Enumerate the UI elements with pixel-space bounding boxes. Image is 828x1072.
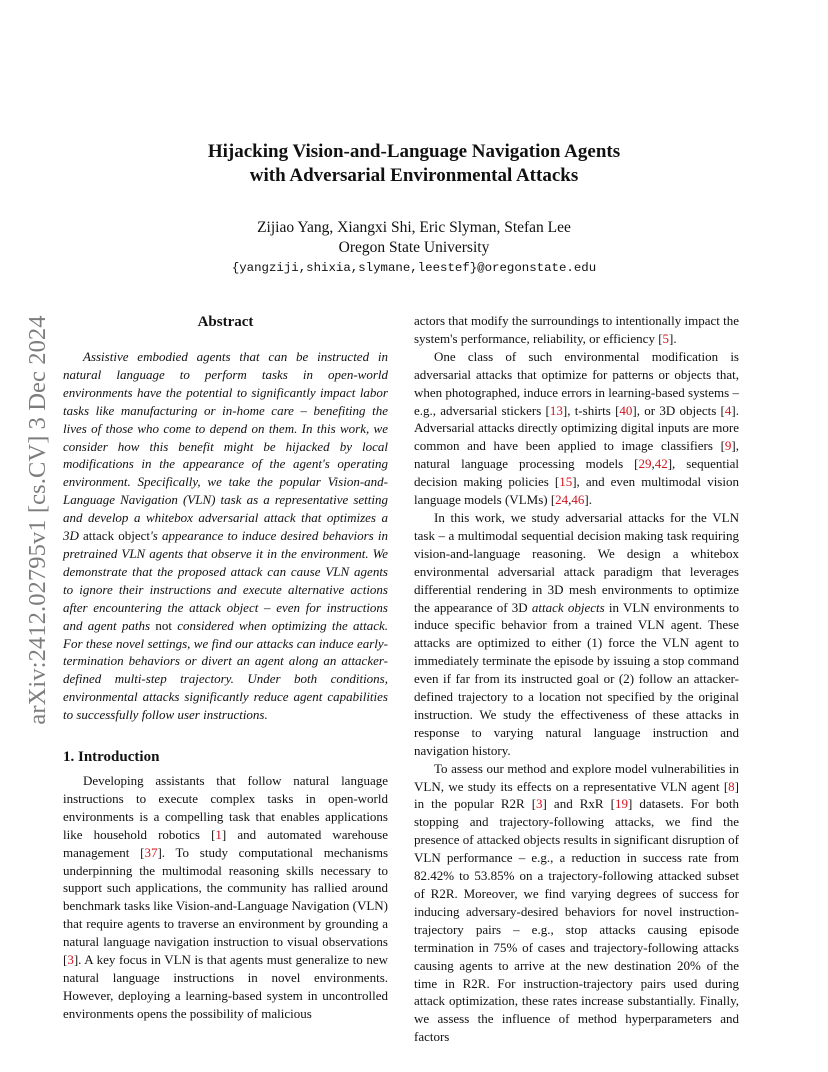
citation-link[interactable]: 29 (638, 456, 652, 472)
body-paragraph: In this work, we study adversarial attacks for the VLN task – a multimodal sequential decision making task requiring vision-and-language reasoning. We design a whitebox environmental adversarial attack paradigm that leverages differential rendering in 3D mesh environments to optimize the appearance of 3D attack objects in VLN environments to induce specific behavior from a trained VLN agent. These attacks are optimized to either (1) force the VLN agent to immediately terminate the episode by issuing a stop command even if far from its instructed goal or (2) follow an attacker-defined trajectory to a location not specified by the original instruction. We study the effectiveness of these attacks in response to varying natural language instruction and navigation history. (414, 509, 739, 758)
right-column (414, 312, 739, 1045)
citation-link[interactable]: 19 (614, 796, 628, 812)
citation-link[interactable]: 8 (728, 778, 735, 794)
citation-link[interactable]: 13 (549, 402, 563, 418)
citation-link[interactable]: 9 (724, 438, 732, 454)
body-paragraph: actors that modify the surroundings to intentionally impact the system's performance, reliability, or efficiency [5]. (414, 313, 739, 346)
author-list: Zijiao Yang, Xiangxi Shi, Eric Slyman, Stefan Lee (257, 219, 571, 236)
abstract-paragraph: Assistive embodied agents that can be instructed in natural language to perform tasks in open-world environments have the potential to significantly impact labor tasks like manufacturing or in-home care – benefiting the lives of those who come to depend on them. In this work, we consider how this benefit might be hijacked by local modifications in the appearance of the agent's operating environment. Specifically, we take the popular Vision-and-Language Navigation (VLN) task as a representative setting and develop a whitebox adversarial attack that optimizes a 3D attack object's appearance to induce desired behaviors in pretrained VLN agents that observe it in the environment. We demonstrate that the proposed attack can cause VLN agents to ignore their instructions and execute alternative actions after encountering the attack object – even for instructions and agent paths not considered when optimizing the attack. For these novel settings, we find our attacks can induce early-termination behaviors or divert an agent along an attacker-defined multi-step trajectory. Under both conditions, environmental attacks significantly reduce agent capabilities to successfully follow user instructions. (63, 349, 388, 723)
title-line-1: Hijacking Vision-and-Language Navigation Agents (207, 141, 621, 162)
emphasis-text: not (155, 617, 172, 633)
citation-link[interactable]: 37 (144, 844, 158, 860)
paper-title (100, 140, 728, 188)
citation-link[interactable]: 46 (571, 492, 585, 508)
arxiv-identifier-text: arXiv:2412.02795v1 [cs.CV] 3 Dec 2024 (24, 315, 51, 725)
citation-link[interactable]: 40 (619, 402, 633, 418)
affiliation: Oregon State University (338, 239, 490, 256)
emphasis-text: attack objects (531, 599, 605, 615)
citation-link[interactable]: 3 (67, 952, 74, 968)
body-paragraph: One class of such environmental modification is adversarial attacks that optimize for patterns or objects that, when photographed, induce errors in learning-based systems – e.g., adversarial stickers [13], t-shirts [40], or 3D objects [4]. Adversarial attacks directly optimizing digital inputs are more common and have been applied to image classifiers [9], natural language processing models [29,42], sequential decision making policies [15], and even multimodal vision language models (VLMs) [24,46]. (414, 348, 739, 508)
citation-link[interactable]: 3 (536, 796, 543, 812)
citation-link[interactable]: 4 (724, 402, 732, 418)
citation-link[interactable]: 5 (662, 330, 670, 346)
emphasis-text: attack object (83, 528, 150, 544)
title-line-2: with Adversarial Environmental Attacks (249, 165, 579, 186)
author-emails: {yangziji,shixia,slymane,leestef}@oregonstate.edu (231, 261, 597, 275)
introduction-heading: 1. Introduction (63, 749, 160, 766)
body-paragraph: To assess our method and explore model vulnerabilities in VLN, we study its effects on a representative VLN agent [8] in the popular R2R [3] and RxR [19] datasets. For both stopping and trajectory-following attacks, we find the presence of attacked objects results in significant disruption of VLN performance – e.g., a reduction in success rate from 82.42% to 53.85% on a trajectory-following attacked subset of R2R. Moreover, we find varying degrees of success for inducing adversary-desired behaviors for novel instruction-trajectory pairs – e.g., stop attacks causing episode termination in 75% of cases and trajectory-following attacks causing agents to arrive at the new destination 20% of the time in R2R. For instruction-trajectory pairs used during attack optimization, these rates increase substantially. Finally, we assess the influence of method hyperparameters and factors (414, 760, 739, 1045)
arxiv-identifier-stamp (19, 290, 57, 750)
citation-link[interactable]: 42 (654, 456, 668, 472)
citation-link[interactable]: 24 (555, 492, 569, 508)
citation-link[interactable]: 1 (215, 826, 222, 842)
citation-link[interactable]: 15 (559, 474, 573, 490)
abstract-heading: Abstract (197, 314, 254, 330)
left-column (63, 312, 388, 1032)
introduction-paragraph: Developing assistants that follow natural language instructions to execute complex tasks in open-world environments is a compelling task that enables applications like household robotics [1] and automated warehouse management [37]. To study computational mechanisms underpinning the multimodal reasoning skills necessary to support such applications, the community has rallied around benchmark tasks like Vision-and-Language Navigation (VLN) that require agents to traverse an environment by grounding a natural language navigation instruction to visual observations [3]. A key focus in VLN is that agents must generalize to new natural language instructions in novel environments. However, deploying a learning-based system in uncontrolled environments opens the possibility of malicious (63, 773, 388, 1021)
